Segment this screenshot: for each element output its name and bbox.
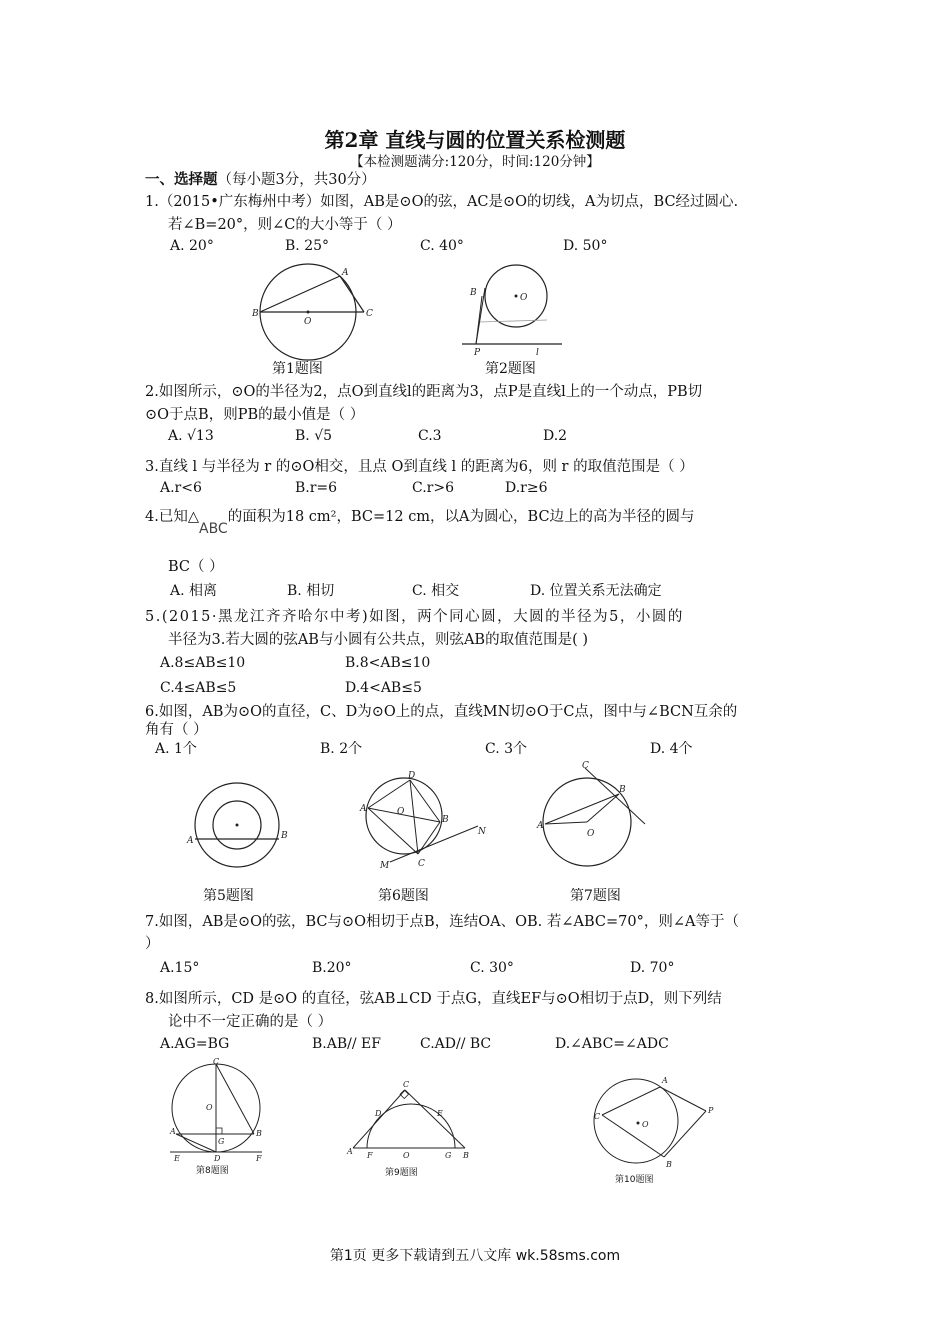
section-heading <box>145 168 376 189</box>
q7-line2: ） <box>145 936 160 952</box>
svg-text:O: O <box>397 807 405 817</box>
svg-text:A: A <box>360 804 367 814</box>
svg-text:P: P <box>474 348 481 358</box>
svg-text:O: O <box>403 1151 410 1160</box>
figure-5 <box>183 783 293 873</box>
q4-option-b: B. 相切 <box>287 583 335 599</box>
figure-9 <box>345 1078 475 1158</box>
svg-text:B: B <box>281 831 288 841</box>
q5-line1: 5.(2015·黑龙江齐齐哈尔中考)如图，两个同心圆，大圆的半径为5，小圆的 <box>145 609 684 625</box>
svg-text:O: O <box>520 293 528 303</box>
q3-option-d: D.r≥6 <box>505 480 548 496</box>
svg-text:M: M <box>380 861 390 871</box>
svg-text:C: C <box>582 761 589 771</box>
q3-option-c: C.r>6 <box>412 480 454 496</box>
q6-option-d: D. 4个 <box>650 741 693 757</box>
exam-info: 【本检测题满分:120分，时间:120分钟】 <box>350 154 600 170</box>
svg-text:F: F <box>256 1154 262 1163</box>
figure-2 <box>462 260 572 360</box>
q4-option-a: A. 相离 <box>170 583 218 599</box>
svg-text:G: G <box>218 1137 225 1146</box>
svg-text:G: G <box>445 1151 452 1160</box>
q4-abc: ABC <box>199 521 228 537</box>
q1-option-c: C. 40° <box>420 238 464 254</box>
q2-option-a: A. √13 <box>168 428 214 444</box>
svg-text:l: l <box>536 348 539 358</box>
svg-text:A: A <box>187 836 194 846</box>
svg-text:D: D <box>375 1109 382 1118</box>
svg-text:E: E <box>174 1154 180 1163</box>
q7-line1: 7.如图，AB是⊙O的弦，BC与⊙O相切于点B，连结OA、OB. 若∠ABC=70°，则∠A等于（ <box>145 914 739 930</box>
svg-text:B: B <box>619 785 626 795</box>
q4-text-a: 4.已知△ <box>145 509 199 525</box>
q3-option-a: A.r<6 <box>160 480 202 496</box>
svg-text:B: B <box>470 288 477 298</box>
caption-fig2: 第2题图 <box>485 361 536 377</box>
q4-line2: BC（ ） <box>168 559 224 575</box>
figure-8 <box>168 1057 273 1163</box>
figure-7 <box>535 760 655 875</box>
svg-text:B: B <box>256 1129 262 1138</box>
svg-text:O: O <box>304 317 312 327</box>
svg-text:B: B <box>252 309 259 319</box>
q5-line2: 半径为3.若大圆的弦AB与小圆有公共点，则弦AB的取值范围是( ) <box>168 632 589 648</box>
q5-option-c: C.4≤AB≤5 <box>160 680 237 696</box>
q1-option-b: B. 25° <box>285 238 330 254</box>
q7-option-b: B.20° <box>312 960 352 976</box>
q2-option-d: D.2 <box>543 428 568 444</box>
svg-text:N: N <box>478 827 486 837</box>
figure-1 <box>252 262 382 362</box>
svg-text:A: A <box>537 821 544 831</box>
q2-option-c: C.3 <box>418 428 442 444</box>
q1-option-d: D. 50° <box>563 238 608 254</box>
q1-line1: 1.（2015•广东梅州中考）如图，AB是⊙O的弦，AC是⊙O的切线，A为切点，BC经过圆心. <box>145 194 739 210</box>
caption-fig1: 第1题图 <box>272 361 323 377</box>
q8-option-d: D.∠ABC=∠ADC <box>555 1036 669 1052</box>
q8-line2: 论中不一定正确的是（ ） <box>168 1014 333 1030</box>
q1-option-a: A. 20° <box>170 238 214 254</box>
svg-text:A: A <box>170 1127 176 1136</box>
q8-option-b: B.AB// EF <box>312 1036 381 1052</box>
caption-fig10: 第10题图 <box>615 1175 654 1185</box>
svg-text:C: C <box>213 1057 220 1066</box>
caption-fig9: 第9题图 <box>385 1168 418 1178</box>
q6-line2: 角有（ ） <box>145 722 208 738</box>
section-note: （每小题3分，共30分） <box>217 172 376 188</box>
q2-line2: ⊙O于点B，则PB的最小值是（ ） <box>145 407 365 423</box>
svg-text:A: A <box>342 268 349 278</box>
q4-text-b: 的面积为18 cm²，BC=12 cm，以A为圆心，BC边上的高为半径的圆与 <box>227 509 695 525</box>
svg-text:D: D <box>214 1154 221 1163</box>
svg-text:C: C <box>418 859 425 869</box>
svg-text:P: P <box>708 1106 714 1115</box>
q4-option-d: D. 位置关系无法确定 <box>530 583 662 599</box>
figure-10 <box>590 1075 720 1170</box>
q2-option-b: B. √5 <box>295 428 333 444</box>
q6-option-a: A. 1个 <box>155 741 197 757</box>
q8-option-c: C.AD// BC <box>420 1036 492 1052</box>
q3-line1: 3.直线 l 与半径为 r 的⊙O相交，且点 O到直线 l 的距离为6，则 r 的取值范围是（ ） <box>145 459 694 475</box>
svg-text:O: O <box>587 829 595 839</box>
q4-line1 <box>145 505 695 537</box>
figure-6 <box>360 770 490 870</box>
q5-option-b: B.8<AB≤10 <box>345 655 431 671</box>
svg-text:C: C <box>366 309 373 319</box>
page-title: 第2章 直线与圆的位置关系检测题 <box>324 128 626 152</box>
q7-option-a: A.15° <box>160 960 200 976</box>
page-footer: 第1页 更多下载请到五八文库 wk.58sms.com <box>329 1248 621 1264</box>
q2-line1: 2.如图所示，⊙O的半径为2，点O到直线l的距离为3，点P是直线l上的一个动点，PB切 <box>145 384 703 400</box>
svg-text:E: E <box>437 1109 443 1118</box>
svg-text:F: F <box>367 1151 373 1160</box>
q3-option-b: B.r=6 <box>295 480 338 496</box>
q8-option-a: A.AG=BG <box>160 1036 230 1052</box>
svg-text:A: A <box>347 1147 353 1156</box>
caption-fig8: 第8题图 <box>196 1166 229 1176</box>
svg-text:C: C <box>594 1112 601 1121</box>
caption-fig5: 第5题图 <box>203 888 254 904</box>
q7-option-d: D. 70° <box>630 960 675 976</box>
svg-text:A: A <box>662 1076 668 1085</box>
q8-line1: 8.如图所示，CD 是⊙O 的直径，弦AB⊥CD 于点G，直线EF与⊙O相切于点D，则下列结 <box>145 991 722 1007</box>
svg-text:B: B <box>666 1160 672 1169</box>
svg-text:O: O <box>206 1103 213 1112</box>
q6-option-c: C. 3个 <box>485 741 528 757</box>
section-head: 一、选择题 <box>145 171 218 188</box>
q7-option-c: C. 30° <box>470 960 514 976</box>
caption-fig7: 第7题图 <box>570 888 621 904</box>
q4-option-c: C. 相交 <box>412 583 460 599</box>
svg-text:C: C <box>403 1080 410 1089</box>
q6-option-b: B. 2个 <box>320 741 363 757</box>
svg-text:O: O <box>642 1120 649 1129</box>
q1-line2: 若∠B=20°，则∠C的大小等于（ ） <box>168 217 402 233</box>
q6-line1: 6.如图，AB为⊙O的直径，C、D为⊙O上的点，直线MN切⊙O于C点，图中与∠BCN互余的 <box>145 704 738 720</box>
caption-fig6: 第6题图 <box>378 888 429 904</box>
svg-text:D: D <box>408 771 416 781</box>
q5-option-a: A.8≤AB≤10 <box>160 655 246 671</box>
svg-text:B: B <box>442 815 449 825</box>
svg-text:B: B <box>463 1151 469 1160</box>
q5-option-d: D.4<AB≤5 <box>345 680 422 696</box>
